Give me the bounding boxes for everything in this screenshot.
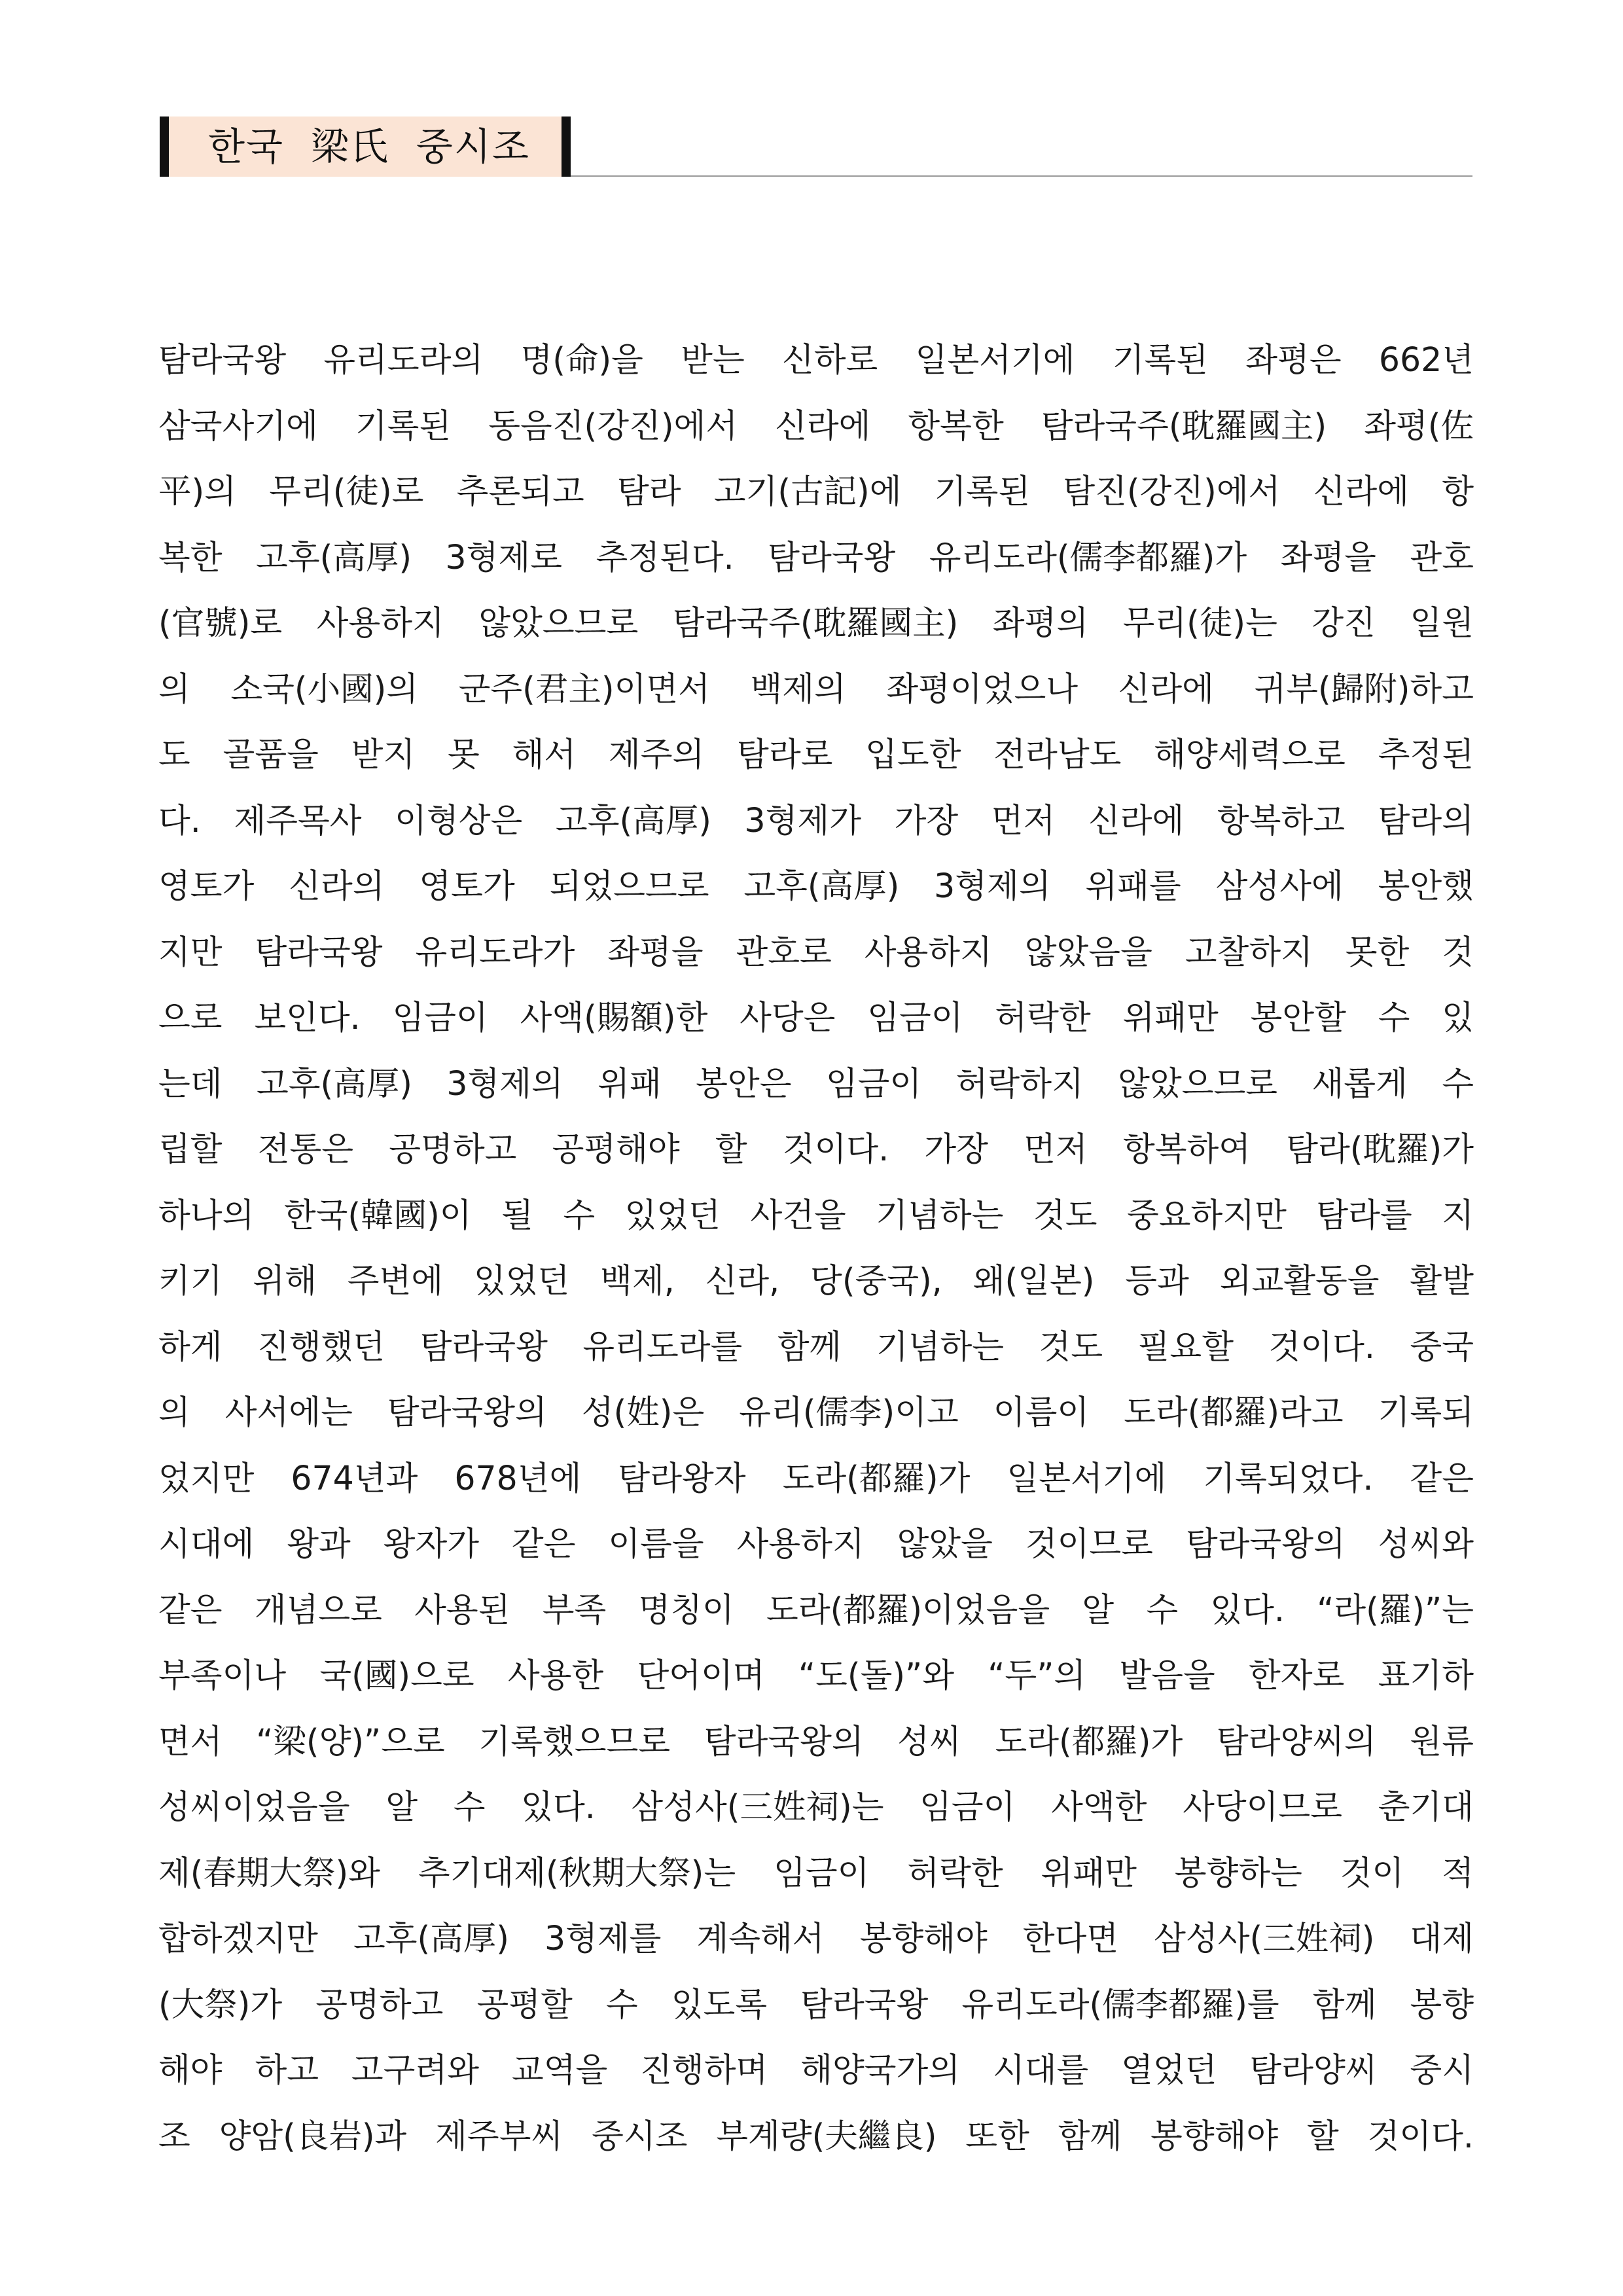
body-line: 었지만 674년과 678년에 탐라왕자 도라(都羅)가 일본서기에 기록되었다. 같은 <box>158 1458 1474 1498</box>
body-line: 부족이나 국(國)으로 사용한 단어이며 “도(돌)”와 “두”의 발음을 한자로 표기하 <box>158 1656 1474 1695</box>
body-line: 삼국사기에 기록된 동음진(강진)에서 신라에 항복한 탐라국주(耽羅國主) 좌평(佐 <box>158 406 1474 445</box>
body-line: 같은 개념으로 사용된 부족 명칭이 도라(都羅)이었음을 알 수 있다. “라(羅)”는 <box>158 1590 1474 1629</box>
body-line: 해야 하고 고구려와 교역을 진행하며 해양국가의 시대를 열었던 탐라양씨 중시 <box>158 2051 1474 2089</box>
body-line: (官號)로 사용하지 않았으므로 탐라국주(耽羅國主) 좌평의 무리(徒)는 강진 일원 <box>158 603 1474 642</box>
body-line: 탐라국왕 유리도라의 명(命)을 받는 신하로 일본서기에 기록된 좌평은 662년 <box>158 340 1474 379</box>
body-line: 다. 제주목사 이형상은 고후(高厚) 3형제가 가장 먼저 신라에 항복하고 탐라의 <box>158 800 1474 840</box>
header <box>160 117 1472 177</box>
header-rule <box>571 175 1472 177</box>
body-line: 복한 고후(高厚) 3형제로 추정된다. 탐라국왕 유리도라(儒李都羅)가 좌평을 관호 <box>158 537 1474 577</box>
body-line: 시대에 왕과 왕자가 같은 이름을 사용하지 않았을 것이므로 탐라국왕의 성씨와 <box>158 1524 1474 1563</box>
body-line: 는데 고후(高厚) 3형제의 위패 봉안은 임금이 허락하지 않았으므로 새롭게 수 <box>158 1064 1474 1103</box>
body-line: 平)의 무리(徒)로 추론되고 탐라 고기(古記)에 기록된 탐진(강진)에서 신라에 항 <box>158 472 1474 511</box>
body-line: 지만 탐라국왕 유리도라가 좌평을 관호로 사용하지 않았음을 고찰하지 못한 것 <box>158 932 1474 971</box>
body-line: 키기 위해 주변에 있었던 백제, 신라, 당(중국), 왜(일본) 등과 외교활동을 활발 <box>158 1261 1474 1300</box>
body-line: 합하겠지만 고후(高厚) 3형제를 계속해서 봉향해야 한다면 삼성사(三姓祠) 대제 <box>158 1919 1474 1958</box>
body-line: 영토가 신라의 영토가 되었으므로 고후(高厚) 3형제의 위패를 삼성사에 봉안했 <box>158 867 1474 905</box>
body-line: 도 골품을 받지 못 해서 제주의 탐라로 입도한 전라남도 해양세력으로 추정된 <box>158 735 1474 774</box>
body-line: 조 양암(良岩)과 제주부씨 중시조 부계량(夫繼良) 또한 함께 봉향해야 할 것이다. <box>158 2116 1474 2155</box>
body-line: 제(春期大祭)와 추기대제(秋期大祭)는 임금이 허락한 위패만 봉향하는 것이 적 <box>158 1853 1474 1892</box>
title-box <box>160 117 571 177</box>
body-line: (大祭)가 공명하고 공평할 수 있도록 탐라국왕 유리도라(儒李都羅)를 함께 봉향 <box>158 1984 1474 2024</box>
page-title: 한국 梁氏 중시조 <box>208 124 530 169</box>
body-text <box>158 327 1474 2169</box>
body-line: 성씨이었음을 알 수 있다. 삼성사(三姓祠)는 임금이 사액한 사당이므로 춘기대 <box>158 1787 1474 1826</box>
body-line: 립할 전통은 공명하고 공평해야 할 것이다. 가장 먼저 항복하여 탐라(耽羅)가 <box>158 1130 1474 1168</box>
body-line: 의 사서에는 탐라국왕의 성(姓)은 유리(儒李)이고 이름이 도라(都羅)라고 기록되 <box>158 1393 1474 1431</box>
body-line: 면서 “梁(양)”으로 기록했으므로 탐라국왕의 성씨 도라(都羅)가 탐라양씨의 원류 <box>158 1721 1474 1761</box>
body-line: 으로 보인다. 임금이 사액(賜額)한 사당은 임금이 허락한 위패만 봉안할 수 있 <box>158 998 1474 1037</box>
body-line: 하나의 한국(韓國)이 될 수 있었던 사건을 기념하는 것도 중요하지만 탐라를 지 <box>158 1195 1474 1234</box>
body-line: 하게 진행했던 탐라국왕 유리도라를 함께 기념하는 것도 필요할 것이다. 중국 <box>158 1327 1474 1366</box>
body-line: 의 소국(小國)의 군주(君主)이면서 백제의 좌평이었으나 신라에 귀부(歸附)하고 <box>158 669 1474 708</box>
